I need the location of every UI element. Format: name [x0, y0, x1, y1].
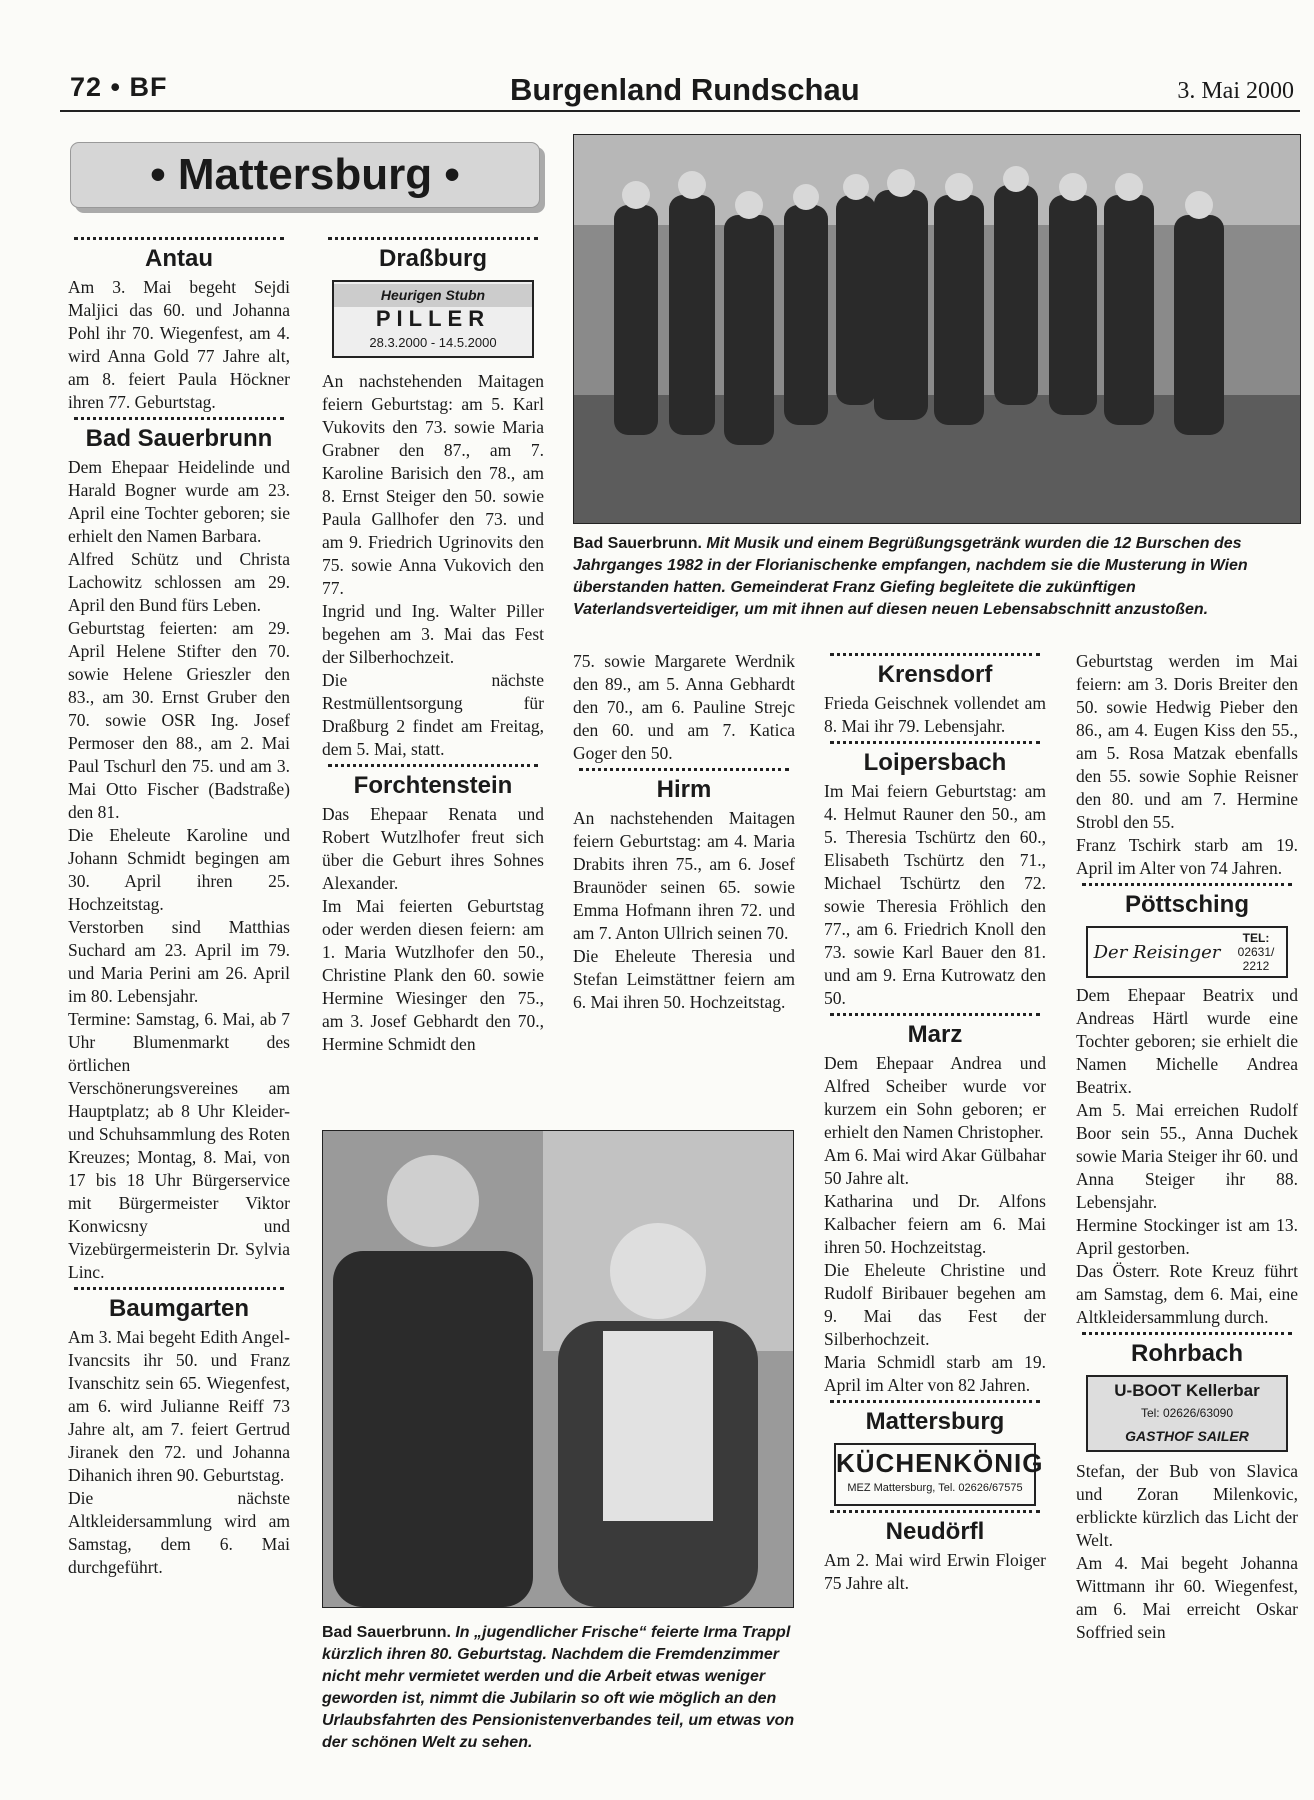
reisinger-tel-label: TEL:	[1242, 931, 1270, 945]
poett-text-3: Hermine Stockinger ist am 13. April gestorben.	[1076, 1215, 1298, 1258]
group-photo-image	[574, 135, 1300, 523]
heading-loipersbach: Loipersbach	[863, 749, 1007, 776]
caption-2-place: Bad Sauerbrunn.	[322, 1624, 451, 1641]
heading-bad-sauerbrunn: Bad Sauerbrunn	[85, 425, 273, 452]
marz-text-2: Am 6. Mai wird Akar Gülbahar 50 Jahre alt.	[824, 1145, 1046, 1188]
bad-text-4: Die Eheleute Karoline und Johann Schmidt begingen am 30. April ihren 25. Hochzeitstag.	[68, 825, 290, 914]
couple-photo-caption	[322, 1622, 802, 1754]
kren-text: Frieda Geischnek vollendet am 8. Mai ihr 79. Lebensjahr.	[824, 693, 1046, 736]
caption-1-place: Bad Sauerbrunn.	[573, 535, 702, 552]
heading-antau: Antau	[145, 245, 213, 272]
drass-text-2: Ingrid und Ing. Walter Piller begehen am 3. Mai das Fest der Silberhochzeit.	[322, 601, 544, 667]
hirm-text-2: Die Eheleute Theresia und Stefan Leimstättner feiern am 6. Mai ihren 50. Hochzeitstag.	[573, 946, 795, 1012]
kuechenkoenig-sub: MEZ Mattersburg, Tel. 02626/67575	[847, 1482, 1023, 1494]
kuechenkoenig-ad	[834, 1443, 1044, 1506]
col5-continued: Geburtstag werden im Mai feiern: am 3. Doris Breiter den 50. sowie Hedwig Pieber den 86., am 4. Eugen Kiss den 55., am 5. Rosa Matzak ebenfalls den 55. sowie Sophie Reisner den 80. und am 7. Hermine Strobl den 55.	[1076, 651, 1298, 832]
reisinger-contact	[1226, 931, 1286, 973]
heading-poettsching: Pöttsching	[1125, 891, 1249, 918]
column-1	[68, 234, 290, 1579]
heading-forchtenstein: Forchtenstein	[353, 772, 513, 799]
header-rule	[60, 110, 1300, 112]
column-4	[824, 650, 1046, 1595]
uboot-tel: Tel: 02626/63090	[1140, 1406, 1234, 1420]
drass-text-3: Die nächste Restmüllentsorgung für Draßburg 2 findet am Freitag, dem 5. Mai, statt.	[322, 670, 544, 759]
bad-text-5: Verstorben sind Matthias Suchard am 23. April im 79. und Maria Perini am 26. April im 80. Lebensjahr.	[68, 917, 290, 1006]
divider	[830, 741, 1040, 744]
divider	[328, 764, 538, 767]
marz-text-4: Die Eheleute Christine und Rudolf Biribauer begehen am 9. Mai das Fest der Silberhochzeit.	[824, 1260, 1046, 1349]
poett-text-1: Dem Ehepaar Beatrix und Andreas Härtl wurde eine Tochter geboren; sie erhielt die Namen Michelle Andrea Beatrix.	[1076, 985, 1298, 1097]
heading-marz: Marz	[907, 1021, 963, 1048]
divider	[830, 1400, 1040, 1403]
couple-photo	[322, 1130, 794, 1608]
divider	[74, 1287, 284, 1290]
bad-text-3: Geburtstag feierten: am 29. April Helene Stifter den 70. sowie Helene Grieszler den 83., am 30. Ernst Gruber den 70. sowie OSR Ing. Josef Permoser den 88., am 2. Mai Paul Tschurl den 75. und am 3. Mai Otto Fischer (Badstraße) den 81.	[68, 618, 290, 822]
drass-text-1: An nachstehenden Maitagen feiern Geburtstag: am 5. Karl Vukovits den 73. sowie Maria Grabner den 87., am 7. Karoline Barisich den 78., am 8. Ernst Steiger den 50. sowie Paula Gallhofer den 73. und am 9. Friedrich Ugrinovits den 75. sowie Anna Vukovich den 77.	[322, 371, 544, 598]
divider	[830, 653, 1040, 656]
kuechenkoenig-name: KÜCHENKÖNIG	[836, 1448, 1044, 1478]
col5-continued-2: Franz Tschirk starb am 19. April im Alter von 74 Jahren.	[1076, 835, 1298, 878]
piller-ad-line1: Heurigen Stubn	[334, 284, 532, 307]
piller-ad-name: PILLER	[375, 306, 491, 331]
divider	[74, 417, 284, 420]
piller-ad-dates: 28.3.2000 - 14.5.2000	[369, 335, 497, 350]
group-photo	[573, 134, 1301, 524]
baum-text-1: Am 3. Mai begeht Edith Angel-Ivancsits ihr 50. und Franz Ivanschitz sein 65. Wiegenfest, am 6. wird Julianne Reiff 73 Jahre alt, am 7. feiert Gertrud Jiranek den 72. und Johanna Dihanich ihren 90. Geburtstag.	[68, 1327, 290, 1485]
page-number: 72 • BF	[70, 72, 168, 102]
antau-text: Am 3. Mai begeht Sejdi Maljici das 60. und Johanna Pohl ihr 70. Wiegenfest, am 4. wird Anna Gold 77 Jahre alt, am 8. feiert Paula Höckner ihren 77. Geburtstag.	[68, 277, 290, 412]
uboot-gasthof: GASTHOF SAILER	[1125, 1428, 1249, 1444]
divider	[830, 1013, 1040, 1016]
col3-continued: 75. sowie Margarete Werdnik den 89., am 5. Anna Gebhardt den 70., am 6. Pauline Strejc den 60. und am 7. Katica Goger den 50.	[573, 651, 795, 763]
poett-text-2: Am 5. Mai erreichen Rudolf Boor sein 55., Anna Duchek sowie Maria Steiger ihr 60. und Anna Steiger ihr 88. Lebensjahr.	[1076, 1100, 1298, 1212]
heading-baumgarten: Baumgarten	[108, 1295, 250, 1322]
heading-hirm: Hirm	[656, 776, 712, 803]
heading-drassburg: Draßburg	[379, 245, 487, 272]
divider	[579, 768, 789, 771]
bad-text-2: Alfred Schütz und Christa Lachowitz schlossen am 29. April den Bund fürs Leben.	[68, 549, 290, 615]
marz-text-3: Katharina und Dr. Alfons Kalbacher feiern am 6. Mai ihren 50. Hochzeitstag.	[824, 1191, 1046, 1257]
bad-text-6: Termine: Samstag, 6. Mai, ab 7 Uhr Blumenmarkt des örtlichen Verschönerungsvereines am Hauptplatz; ab 8 Uhr Kleider- und Schuhsammlung des Roten Kreuzes; Montag, 8. Mai, von 17 bis 18 Uhr Bürgerservice mit Bürgermeister Viktor Konwicsny und Vizebürgermeisterin Dr. Sylvia Linc.	[68, 1009, 290, 1282]
baum-text-2: Die nächste Altkleidersammlung wird am Samstag, dem 6. Mai durchgeführt.	[68, 1488, 290, 1577]
column-2	[322, 234, 544, 1056]
heading-neudoerfl: Neudörfl	[885, 1518, 985, 1545]
reisinger-logo: Der Reisinger	[1093, 941, 1221, 963]
rohr-text-1: Stefan, der Bub von Slavica und Zoran Milenkovic, erblickte kürzlich das Licht der Welt.	[1076, 1461, 1298, 1550]
reisinger-tel: 02631/ 2212	[1237, 945, 1275, 973]
heading-rohrbach: Rohrbach	[1130, 1340, 1243, 1367]
marz-text-1: Dem Ehepaar Andrea und Alfred Scheiber wurde vor kurzem ein Sohn geboren; er erhielt den Namen Christopher.	[824, 1053, 1046, 1142]
issue-date: 3. Mai 2000	[1177, 78, 1294, 104]
marz-text-5: Maria Schmidl starb am 19. April im Alter von 82 Jahren.	[824, 1352, 1046, 1395]
poett-text-4: Das Österr. Rote Kreuz führt am Samstag, dem 6. Mai, eine Altkleidersammlung durch.	[1076, 1261, 1298, 1327]
neu-text: Am 2. Mai wird Erwin Floiger 75 Jahre alt.	[824, 1550, 1046, 1593]
caption-1-text: Mit Musik und einem Begrüßungsgetränk wurden die 12 Burschen des Jahrganges 1982 in der Florianischenke empfangen, nachdem sie die Musterung in Wien überstanden hatten. Gemeinderat Franz Giefing begleitete die zukünftigen Vaterlandsverteidiger, um mit ihnen auf diesen neuen Lebensabschnitt anzustoßen.	[573, 535, 1248, 618]
uboot-name: U-BOOT Kellerbar	[1114, 1381, 1260, 1400]
rohr-text-2: Am 4. Mai begeht Johanna Wittmann ihr 60. Wiegenfest, am 6. Mai erreicht Oskar Soffried sein	[1076, 1553, 1298, 1642]
couple-photo-image	[323, 1131, 793, 1607]
uboot-ad	[1086, 1375, 1288, 1452]
forch-text-2: Im Mai feierten Geburtstag oder werden diesen feiern: am 1. Maria Wutzlhofer den 50., Christine Plank den 60. sowie Hermine Wiesinger den 75., am 3. Josef Gebhardt den 70., Hermine Schmidt den	[322, 896, 544, 1054]
bad-text-1: Dem Ehepaar Heidelinde und Harald Bogner wurde am 23. April eine Tochter geboren; sie erhielt den Namen Barbara.	[68, 457, 290, 546]
divider	[1082, 1332, 1292, 1335]
heading-krensdorf: Krensdorf	[877, 661, 993, 688]
caption-2-text: In „jugendlicher Frische“ feierte Irma Trappl kürzlich ihren 80. Geburtstag. Nachdem die Fremdenzimmer nicht mehr vermietet werden und die Arbeit etwas weniger geworden ist, nimmt die Jubilarin so oft wie möglich an den Urlaubsfahrten des Pensionistenverbandes teil, um etwas von der schönen Welt zu sehen.	[322, 1624, 795, 1751]
column-5	[1076, 650, 1298, 1644]
section-banner: • Mattersburg •	[70, 142, 540, 208]
heading-mattersburg: Mattersburg	[865, 1408, 1005, 1435]
hirm-text-1: An nachstehenden Maitagen feiern Geburtstag: am 4. Maria Drabits ihren 75., am 6. Josef Braunöder seinen 65. sowie Emma Hofmann ihren 72. und am 7. Anton Ullrich seinen 70.	[573, 808, 795, 943]
divider	[74, 237, 284, 240]
loip-text: Im Mai feiern Geburtstag: am 4. Helmut Rauner den 50., am 5. Theresia Tschürtz den 60., Elisabeth Tschürtz den 71., Michael Tschürtz den 72. sowie Theresia Fröhlich den 77., am 6. Friedrich Knoll den 73. sowie Karl Bauer den 81. und am 9. Erna Kutrowatz den 50.	[824, 781, 1046, 1008]
piller-ad	[332, 280, 534, 358]
divider	[328, 237, 538, 240]
divider	[830, 1510, 1040, 1513]
column-3	[573, 650, 795, 1014]
reisinger-ad	[1086, 926, 1288, 978]
newspaper-title: Burgenland Rundschau	[510, 72, 860, 107]
forch-text-1: Das Ehepaar Renata und Robert Wutzlhofer freut sich über die Geburt ihres Sohnes Alexander.	[322, 804, 544, 893]
divider	[1082, 883, 1292, 886]
group-photo-caption	[573, 533, 1299, 621]
